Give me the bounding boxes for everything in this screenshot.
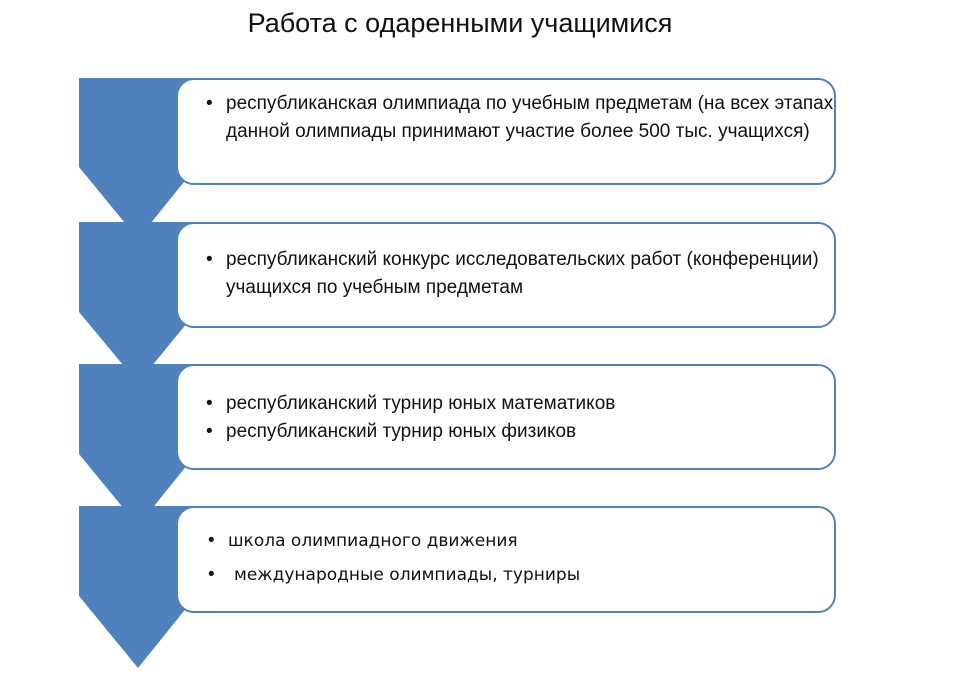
diagram-title: Работа с одаренными учащимися [247,8,673,38]
step-list-3 [202,390,834,446]
list-item: • международные олимпиады, турниры [204,558,834,592]
list-item: • республиканский турнир юных физиков [202,418,834,446]
step-box-3 [176,364,836,470]
step-list-4 [204,524,834,592]
step-list-1 [202,90,834,146]
list-item: • республиканский конкурс исследовательских работ (конференции) учащихся по учебным предметам [202,246,834,302]
list-item: • школа олимпиадного движения [204,524,834,558]
step-list-2 [202,246,834,302]
step-box-1 [176,78,836,185]
step-box-4 [176,506,836,613]
step-box-2 [176,222,836,328]
list-item: • республиканский турнир юных математиков [202,390,834,418]
list-item: • республиканская олимпиада по учебным предметам (на всех этапах данной олимпиады принимают участие более 500 тыс. учащихся) [202,90,834,146]
